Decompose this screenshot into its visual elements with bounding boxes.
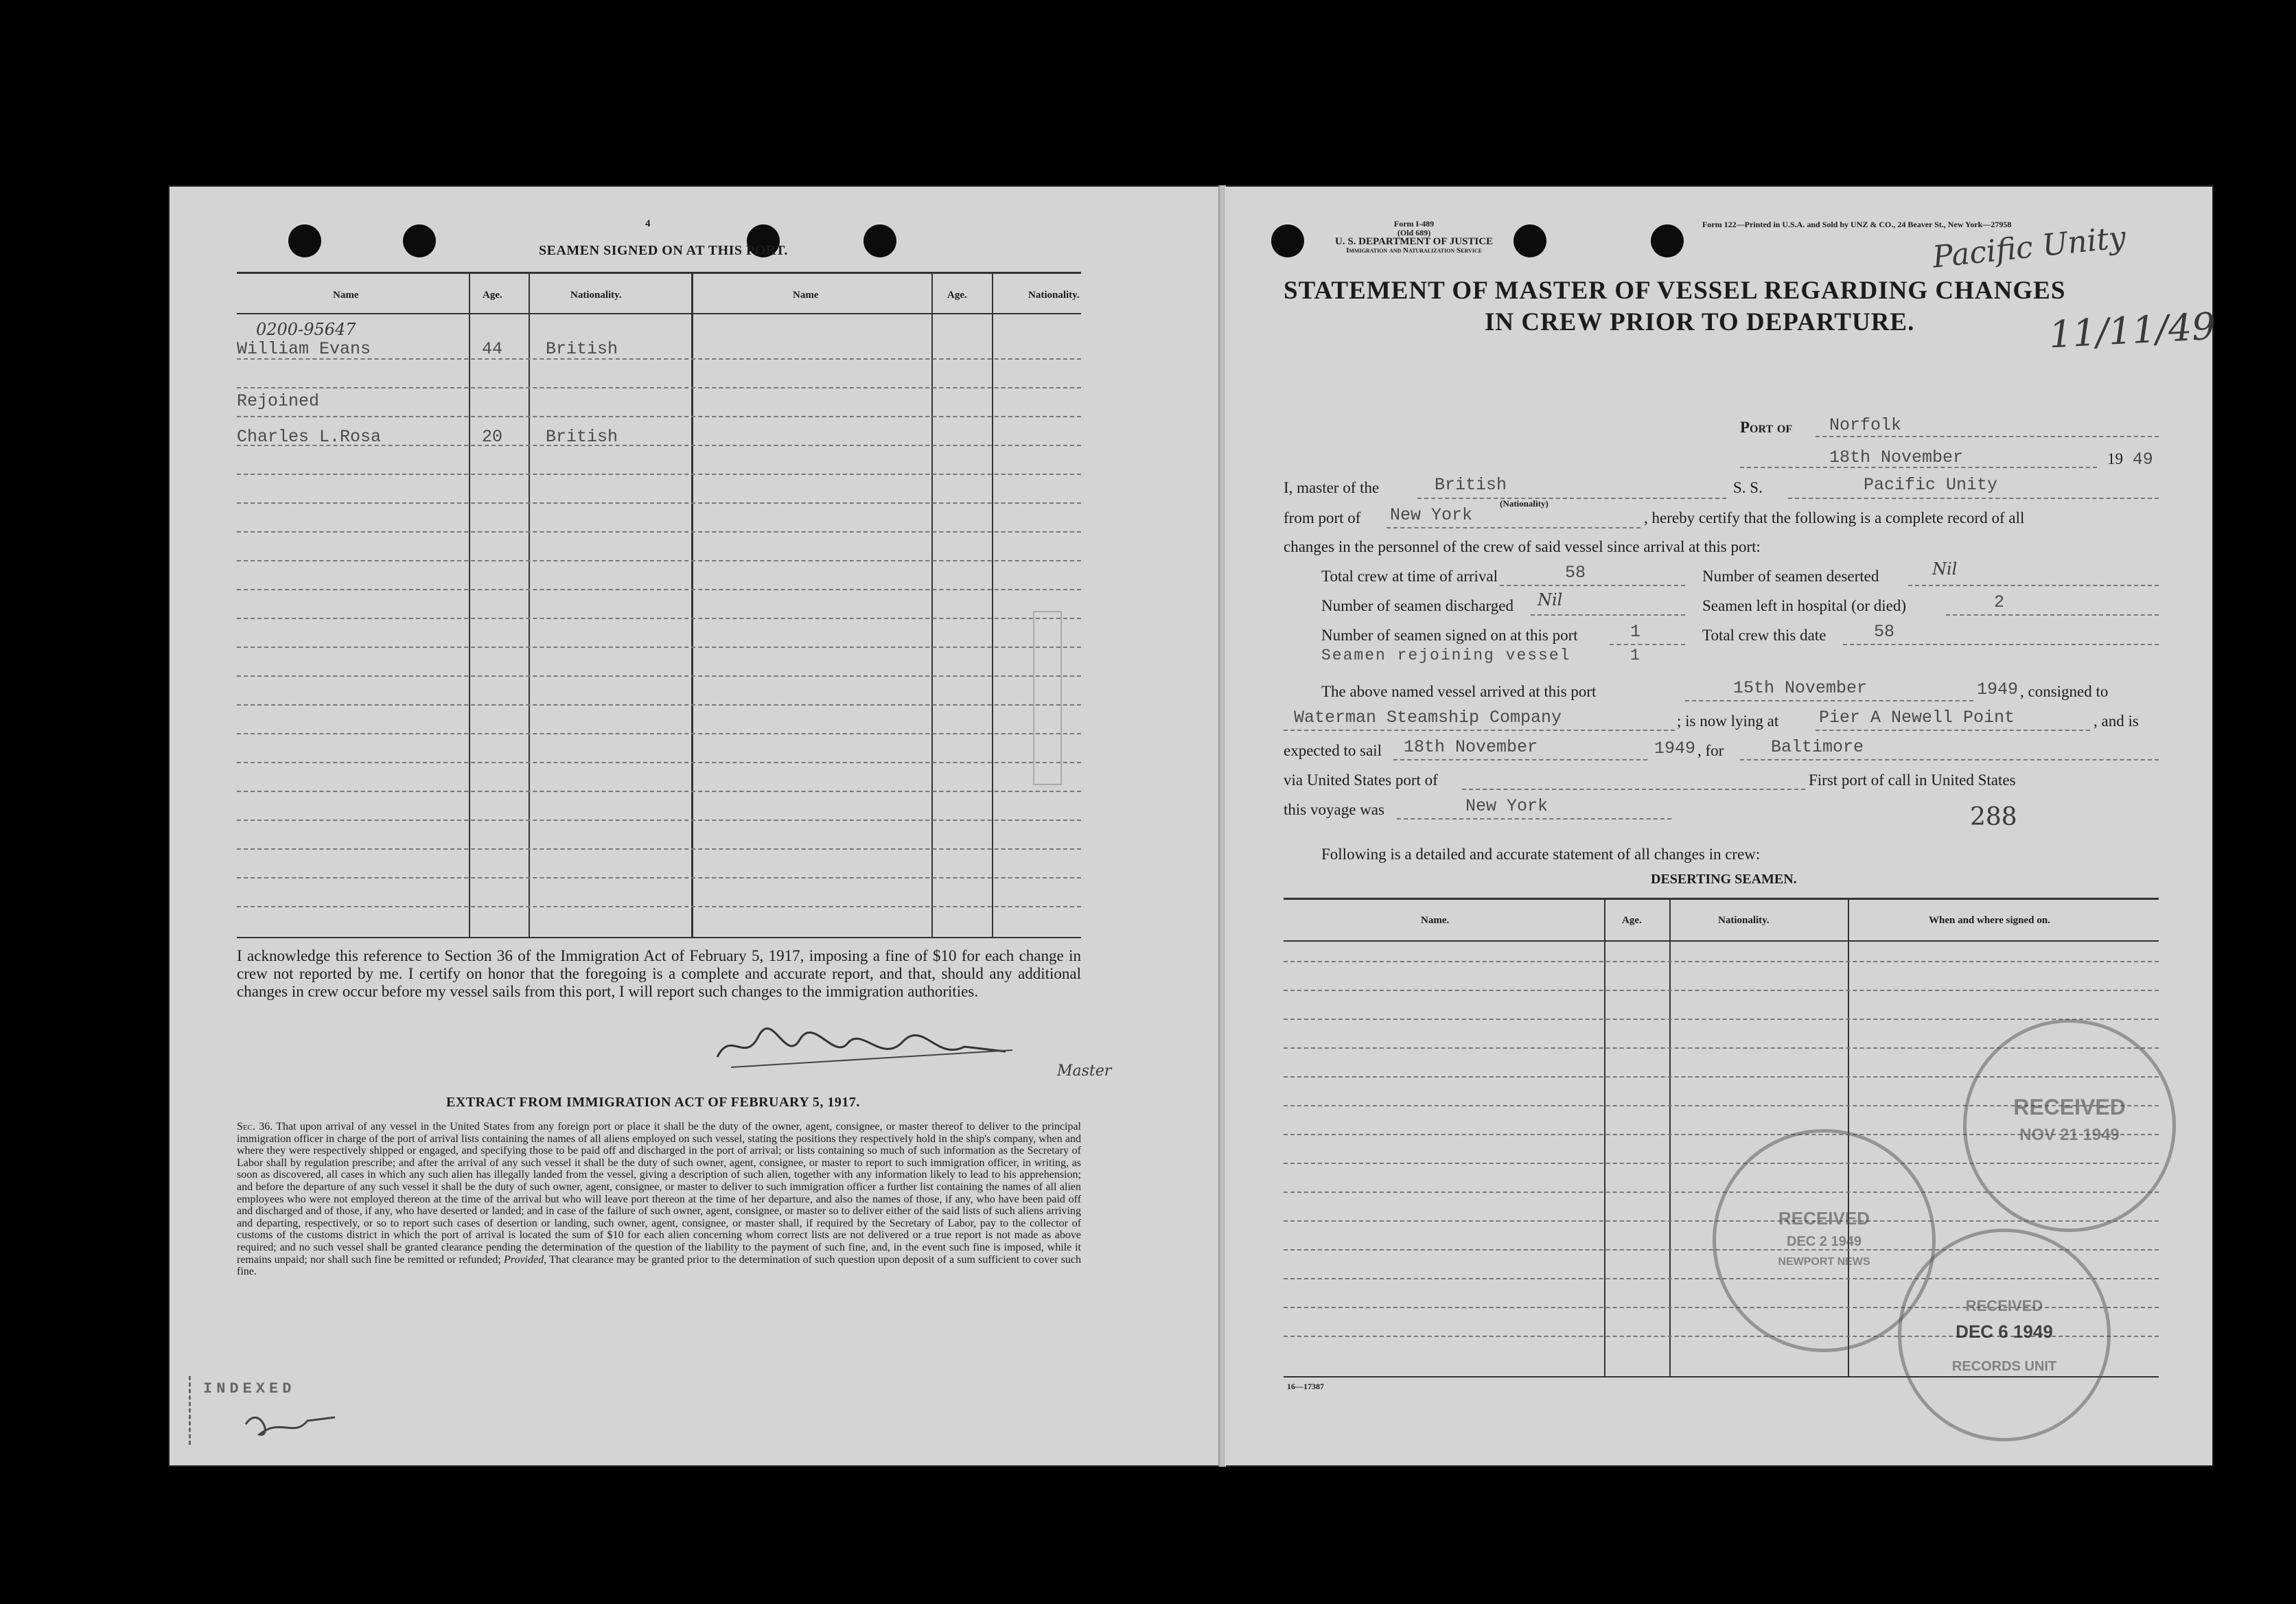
port-label: Port of: [1740, 419, 1793, 436]
row-rule: [237, 848, 1081, 850]
extract-body: That upon arrival of any vessel in the United States from any foreign port or place it shall be the duty of the owner, agent, consignee, or master thereof to deliver to the principal immigration officer in charge of the port of arrival lists containing the names of all aliens employed on such vessel, stating the positions they respectively hold in the ship's company, when and where they were respectively shipped or engaged, and specifying those to be paid off and discharged in the port of arrival; or lists containing so much of such information as the Secretary of Labor shall by regulation prescribe; and after the arrival of any such vessel it shall be the duty of such owner, agent, consignee, or master to report to such immigration officer, in writing, as soon as discovered, all cases in which any such alien has illegally landed from the vessel, giving a description of such alien, together with any information likely to lead to his apprehension; and before the departure of any such vessel it shall be the duty of such owner, agent, consignee, or master to deliver to such immigration officer a further list containing the names of all alien employees who were not employed thereon at the time of the arrival but who will leave port thereon at the time of her departure, and also the names of those, if any, who have been paid off and discharged and of those, if any, who have deserted or landed; and in case of the failure of such owner, agent, consignee, or master so to deliver either of the said lists of such aliens arriving and departing, respectively, or so to report such cases of desertion or landing, such owner, agent, consignee, or master shall, if required by the Secretary of Labor, pay to the collector of customs of the customs district in which the port of arrival is located the sum of $10 for each alien concerning whom correct lists are not delivered or a true report is not made as above required; and no such vessel shall be granted clearance pending the determination of the question of the liability to the payment of such fine, and, in the event such fine is imposed, while it remains unpaid; nor shall such fine be remitted or refunded;: [237, 1121, 1081, 1266]
nationality-value: British: [1435, 475, 1507, 495]
seaman-age: 44: [482, 339, 503, 359]
and-is-label: , and is: [2094, 712, 2139, 730]
seaman-name: Charles L.Rosa: [237, 427, 382, 447]
via-line: [1462, 789, 1805, 790]
rejoining-value: 1: [1630, 647, 1640, 664]
hospital-line: [1946, 614, 2159, 616]
form-title-line2: IN CREW PRIOR TO DEPARTURE.: [1485, 308, 1915, 336]
punch-hole: [1271, 224, 1304, 257]
row-rule: [237, 416, 1081, 417]
row-rule: [237, 733, 1081, 734]
col-header-name-2: Name: [793, 290, 819, 301]
received-stamp-bottom: [1898, 1229, 2111, 1441]
punch-hole: [863, 224, 896, 257]
handwritten-date: 11/11/49: [2048, 304, 2217, 357]
form-id-block: [1335, 220, 1493, 255]
column-divider: [1604, 898, 1605, 1376]
lying-label: ; is now lying at: [1677, 712, 1779, 730]
col-header-age: Age.: [1622, 915, 1642, 926]
row-rule: [237, 906, 1081, 907]
document-sheet: [168, 185, 2217, 1467]
via-label: via United States port of: [1284, 771, 1438, 789]
col-header-name: Name.: [1421, 915, 1450, 926]
year-value: 49: [2132, 450, 2153, 469]
extract-section: Sec. 36.: [237, 1121, 273, 1132]
service-name: Immigration and Naturalization Service: [1346, 246, 1482, 255]
consignee-line: [1284, 730, 1675, 731]
row-rule: [237, 675, 1081, 677]
row-rule: [237, 618, 1081, 619]
col-header-age: Age.: [483, 290, 502, 301]
row-rule: [237, 474, 1081, 475]
row-rule: [1284, 990, 2159, 991]
extract-tail: That clearance may be granted prior to the determination of such question upon deposit of a sum sufficient to cover such fine.: [237, 1253, 1082, 1278]
table-bottom-rule: [237, 937, 1081, 938]
first-port-line: [1397, 818, 1671, 820]
arrived-date-value: 15th November: [1733, 678, 1868, 698]
col-header-nationality: Nationality.: [1718, 915, 1770, 926]
deserted-line: [1908, 585, 2159, 586]
column-divider: [691, 272, 693, 938]
faint-vertical-stamp: [1033, 611, 1062, 785]
following-label: Following is a detailed and accurate statement of all changes in crew:: [1321, 846, 1761, 863]
row-rule: [237, 502, 1081, 504]
date-value: 18th November: [1829, 448, 1964, 467]
column-divider: [469, 272, 470, 938]
column-divider: [931, 272, 933, 938]
punch-hole: [1651, 224, 1684, 257]
col-header-nationality-2: Nationality.: [1028, 290, 1080, 301]
changes-text: changes in the personnel of the crew of said vessel since arrival at this port:: [1284, 538, 1761, 555]
stamp-date: DEC 6 1949: [1956, 1321, 2053, 1342]
discharged-line: [1531, 614, 1685, 616]
row-rule: [1284, 961, 2159, 962]
total-crew-label: Total crew this date: [1702, 627, 1827, 644]
port-line: [1816, 436, 2159, 437]
vessel-value: Pacific Unity: [1864, 475, 1998, 495]
extract-title: EXTRACT FROM IMMIGRATION ACT OF FEBRUARY 5, 1917.: [446, 1095, 860, 1110]
deserting-table-header-rule: [1284, 940, 2159, 942]
hospital-label: Seamen left in hospital (or died): [1702, 597, 1907, 614]
form-number: Form I-489: [1393, 219, 1435, 229]
from-port-label: from port of: [1284, 509, 1361, 526]
indexed-initials: [239, 1404, 342, 1445]
row-rule: [237, 791, 1081, 792]
seaman-nationality: British: [546, 427, 618, 447]
signed-on-value: 1: [1630, 622, 1641, 642]
punch-hole: [288, 224, 321, 257]
row-rule: [237, 704, 1081, 706]
row-rule: [237, 647, 1081, 648]
row-rule: [237, 589, 1081, 590]
lying-line: [1816, 730, 2090, 731]
stamp-date: DEC 2 1949: [1787, 1234, 1862, 1249]
row-rule: [237, 531, 1081, 533]
seaman-age: 20: [482, 427, 503, 447]
nationality-caption: (Nationality): [1500, 498, 1549, 509]
column-divider: [992, 272, 993, 938]
discharged-value: Nil: [1538, 590, 1563, 609]
first-port-value: New York: [1465, 796, 1549, 816]
received-stamp-top: [1963, 1019, 2176, 1232]
expected-year-value: 1949: [1654, 739, 1696, 758]
row-rule: [237, 877, 1081, 879]
discharged-label: Number of seamen discharged: [1321, 597, 1514, 614]
stamp-place: NEWPORT NEWS: [1778, 1256, 1870, 1268]
lying-value: Pier A Newell Point: [1819, 708, 2015, 728]
first-port-label: First port of call in United States: [1809, 771, 2016, 789]
table-top-rule: [237, 272, 1081, 274]
for-label: , for: [1697, 742, 1724, 759]
stamp-text: RECEIVED: [2013, 1095, 2126, 1119]
crew-arrival-line: [1500, 585, 1685, 586]
port-value: Norfolk: [1829, 415, 1902, 435]
rejoining-label: Seamen rejoining vessel: [1321, 647, 1571, 664]
row-rule: [237, 560, 1081, 561]
crew-arrival-value: 58: [1565, 563, 1586, 583]
col-header-age-2: Age.: [947, 290, 967, 301]
handwritten-number: 288: [1970, 803, 2017, 831]
form-old-number: (Old 689): [1397, 228, 1431, 237]
vessel-line: [1788, 498, 2159, 499]
deserting-table-top: [1284, 898, 2159, 900]
expected-date-value: 18th November: [1404, 737, 1538, 757]
deserting-title: DESERTING SEAMEN.: [1651, 872, 1797, 887]
from-port-line: [1387, 527, 1640, 528]
row-rule: [1284, 1019, 2159, 1020]
indexed-stamp: [189, 1376, 369, 1445]
master-label: Master: [1057, 1062, 1112, 1080]
page-number: 4: [645, 218, 651, 229]
hospital-value: 2: [1994, 592, 2005, 612]
total-crew-line: [1843, 644, 2159, 645]
printer-note: Form 122—Printed in U.S.A. and Sold by UNZ & CO., 24 Beaver St., New York—27958: [1702, 220, 2012, 229]
col-header-name: Name: [333, 290, 359, 301]
year-field: [2107, 450, 2153, 469]
year-prefix: 19: [2107, 450, 2123, 467]
page-fold: [1218, 185, 1226, 1467]
certify-text: , hereby certify that the following is a complete record of all: [1644, 509, 2025, 526]
master-signature: [704, 1016, 1019, 1078]
column-divider: [529, 272, 530, 938]
consignee-value: Waterman Steamship Company: [1294, 708, 1562, 728]
column-divider: [1669, 898, 1671, 1376]
stamp-date: NOV 21 1949: [2019, 1126, 2120, 1144]
expected-label: expected to sail: [1284, 742, 1382, 759]
row-rule: [237, 762, 1081, 763]
seaman-name: William Evans: [237, 339, 371, 359]
destination-value: Baltimore: [1771, 737, 1864, 757]
form-title-line1: STATEMENT OF MASTER OF VESSEL REGARDING CHANGES: [1284, 277, 2066, 305]
stamp-text: RECEIVED: [1778, 1208, 1870, 1229]
nationality-line: [1417, 498, 1726, 499]
master-of-label: I, master of the: [1284, 479, 1380, 496]
signed-on-label: Number of seamen signed on at this port: [1321, 627, 1578, 644]
deserted-value: Nil: [1932, 559, 1958, 579]
reference-number: 0200-95647: [256, 320, 356, 339]
ss-label: S. S.: [1733, 479, 1763, 496]
footer-code: 16—17387: [1287, 1382, 1324, 1391]
left-page-title: SEAMEN SIGNED ON AT THIS PORT.: [539, 243, 788, 258]
arrived-year-value: 1949: [1977, 679, 2019, 699]
total-crew-value: 58: [1874, 622, 1895, 642]
deserted-label: Number of seamen deserted: [1702, 568, 1879, 585]
extract-provided: Provided,: [504, 1253, 547, 1266]
punch-hole: [403, 224, 436, 257]
acknowledgment-text: I acknowledge this reference to Section 36 of the Immigration Act of February 5, 1917, imposing a fine of $10 for each change in crew not reported by me. I certify on honor that the foregoing is a complete and accurate report, and that, should any additional changes in crew occur before my vessel sails from this port, I will report such changes to the immigration authorities.: [237, 947, 1081, 1000]
crew-arrival-label: Total crew at time of arrival: [1321, 568, 1498, 585]
stamp-unit: RECORDS UNIT: [1951, 1359, 2057, 1374]
row-rule: [237, 387, 1081, 388]
department-name: U. S. DEPARTMENT OF JUSTICE: [1335, 236, 1494, 247]
arrived-line: [1685, 700, 1973, 701]
from-port-value: New York: [1390, 505, 1473, 525]
table-header-rule: [237, 313, 1081, 314]
stamp-text: RECEIVED: [1965, 1297, 2043, 1314]
this-voyage-label: this voyage was: [1284, 801, 1384, 818]
extract-text: [237, 1121, 1081, 1278]
row-rule: [237, 820, 1081, 821]
handwritten-vessel-name: Pacific Unity: [1931, 220, 2128, 275]
col-header-when-where: When and where signed on.: [1929, 915, 2050, 926]
col-header-nationality: Nationality.: [570, 290, 622, 301]
consigned-label: , consigned to: [2020, 683, 2109, 700]
arrived-label: The above named vessel arrived at this port: [1321, 683, 1597, 700]
indexed-stamp-text: INDEXED: [203, 1380, 296, 1397]
seaman-name: Rejoined: [237, 391, 320, 411]
punch-hole: [1514, 224, 1546, 257]
signed-on-line: [1610, 644, 1685, 645]
seaman-nationality: British: [546, 339, 618, 359]
destination-line: [1740, 759, 2159, 760]
expected-line: [1393, 759, 1647, 760]
